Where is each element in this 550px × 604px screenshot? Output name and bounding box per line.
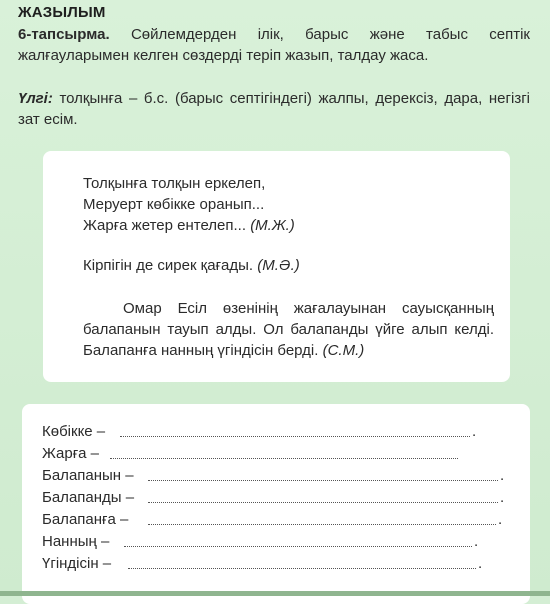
poem-line: Меруерт көбікке оранып... <box>83 196 265 213</box>
answer-line[interactable] <box>120 436 470 437</box>
section-heading: ЖАЗЫЛЫМ <box>18 4 106 21</box>
paragraph-author: (С.М.) <box>322 342 365 359</box>
answer-end: . <box>500 467 505 484</box>
example-text: толқынға – б.с. (барыс септігіндегі) жалпы, дерексіз, дара, негізгі зат есім. <box>18 90 530 128</box>
answer-word: Балапанға – <box>42 511 129 528</box>
answer-word: Балапанды – <box>42 489 135 506</box>
answer-end: . <box>500 489 505 506</box>
answer-line[interactable] <box>148 502 498 503</box>
poem-author: (М.Ж.) <box>250 217 295 234</box>
poem <box>83 173 295 236</box>
task-text: Сөйлемдерден ілік, барыс және табыс септік жалғауларымен келген сөздерді теріп жазып, талдау жаса. <box>18 26 530 64</box>
bottom-border <box>0 591 550 596</box>
answer-word: Үгіндісін – <box>42 555 112 572</box>
example-block <box>18 88 530 130</box>
answer-word: Нанның – <box>42 533 110 550</box>
answer-line[interactable] <box>148 480 498 481</box>
answer-word: Жарға – <box>42 445 100 462</box>
text-card <box>43 151 510 382</box>
answer-end: . <box>478 555 483 572</box>
answer-card <box>22 404 530 604</box>
poem-line: Толқынға толқын еркелеп, <box>83 175 266 192</box>
task-number: 6-тапсырма. <box>18 26 110 43</box>
answer-line[interactable] <box>128 568 476 569</box>
answer-end: . <box>474 533 479 550</box>
task-instruction <box>18 24 530 66</box>
answer-line[interactable] <box>148 524 496 525</box>
sentence: Кірпігін де сирек қағады. (М.Ә.) <box>83 257 300 274</box>
answer-end: . <box>498 511 503 528</box>
sentence-author: (М.Ә.) <box>257 257 300 274</box>
answer-end: . <box>472 423 477 440</box>
answer-line[interactable] <box>110 458 458 459</box>
poem-line: Жарға жетер ентелеп... (М.Ж.) <box>83 217 295 234</box>
example-label: Үлгі: <box>18 90 53 107</box>
answer-line[interactable] <box>124 546 472 547</box>
answer-word: Балапанын – <box>42 467 134 484</box>
answer-word: Көбікке – <box>42 423 106 440</box>
paragraph: Омар Есіл өзенінің жағалауынан сауысқанның балапанын тауып алды. Ол балапанды үйге алып келді. Балапанға нанның үгіндісін берді. (С.М.) <box>83 300 494 359</box>
